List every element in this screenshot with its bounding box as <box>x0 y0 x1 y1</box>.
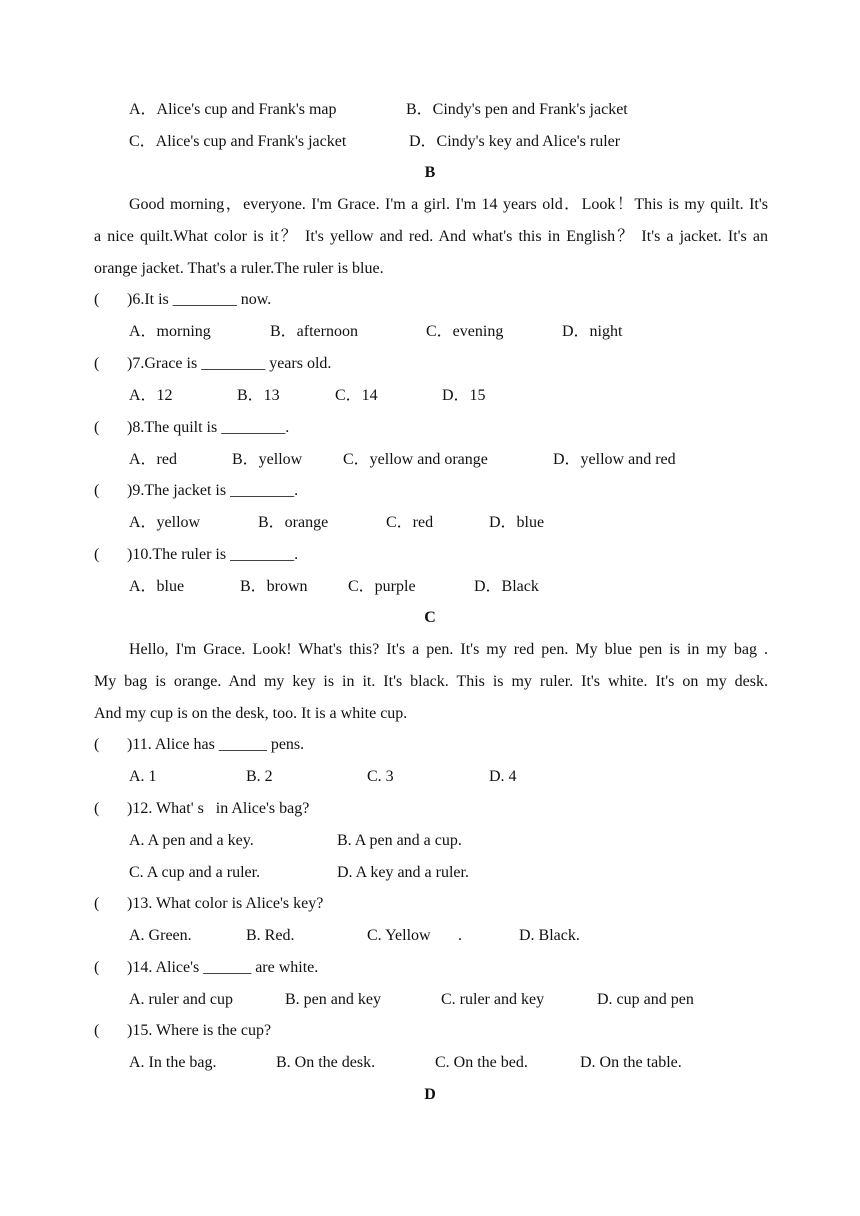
option-a: A. Green. <box>129 927 192 944</box>
option-c: C．purple <box>348 578 416 595</box>
option-c: C. A cup and a ruler. <box>129 864 261 881</box>
option-c: C．evening <box>426 323 504 340</box>
passage-line: Good morning，everyone. I'm Grace. I'm a girl. I'm 14 years old．Look！This is my quilt. It's <box>129 196 768 213</box>
question-paren: ( <box>94 482 100 499</box>
option-c: C. 3 <box>367 768 394 785</box>
option-b: B. 2 <box>246 768 273 785</box>
q5-option-a: A．Alice's cup and Frank's map <box>129 101 337 118</box>
option-b: B. On the desk. <box>276 1054 376 1071</box>
question-paren: ( <box>94 355 100 372</box>
passage-line: And my cup is on the desk, too. It is a white cup. <box>94 704 408 722</box>
option-a: A．12 <box>129 387 173 404</box>
option-a: A. In the bag. <box>129 1054 217 1071</box>
option-d: D．blue <box>489 514 545 531</box>
question-paren: ( <box>94 546 100 563</box>
question-paren: ( <box>94 291 100 308</box>
option-d: D. A key and a ruler. <box>337 864 469 881</box>
section-b-passage <box>94 189 768 284</box>
section-b-heading: B <box>424 164 436 181</box>
option-d: D. On the table. <box>580 1054 682 1071</box>
q5-option-d: D．Cindy's key and Alice's ruler <box>409 133 621 150</box>
question-paren: ( <box>94 895 100 912</box>
section-d-heading: D <box>424 1086 436 1103</box>
question-paren: ( <box>94 1022 100 1039</box>
option-d: D．15 <box>442 387 486 404</box>
option-c: C．yellow and orange <box>343 451 488 468</box>
question-stem: )6.It is ________ now. <box>127 291 272 308</box>
question-paren: ( <box>94 800 100 817</box>
option-c-period: . <box>458 927 462 944</box>
option-d: D. cup and pen <box>597 991 694 1008</box>
question-stem: )7.Grace is ________ years old. <box>127 355 332 372</box>
option-c: C. On the bed. <box>435 1054 528 1071</box>
option-b: B. A pen and a cup. <box>337 832 462 849</box>
question-stem: )15. Where is the cup? <box>127 1022 272 1039</box>
q5-option-b: B．Cindy's pen and Frank's jacket <box>406 101 628 118</box>
question-stem: )13. What color is Alice's key? <box>127 895 324 912</box>
question-stem: )14. Alice's ______ are white. <box>127 959 319 976</box>
option-a: A. A pen and a key. <box>129 832 254 849</box>
option-c: C．14 <box>335 387 378 404</box>
option-a: A．red <box>129 451 177 468</box>
section-c-passage <box>94 634 768 729</box>
option-c: C．red <box>386 514 434 531</box>
question-stem: )12. What' s in Alice's bag? <box>127 800 310 817</box>
option-d: D. 4 <box>489 768 517 785</box>
option-c: C. ruler and key <box>441 991 545 1008</box>
option-d: D．Black <box>474 578 539 595</box>
option-a: A．blue <box>129 578 185 595</box>
q5-option-c: C．Alice's cup and Frank's jacket <box>129 133 347 150</box>
option-a: A. 1 <box>129 768 157 785</box>
option-b: B. pen and key <box>285 991 381 1008</box>
option-a: A．yellow <box>129 514 201 531</box>
option-b: B．orange <box>258 514 329 531</box>
passage-line: a nice quilt.What color is it？ It's yellow and red. And what's this in English？ It's a jacket. It's an <box>94 227 768 245</box>
option-b: B．brown <box>240 578 308 595</box>
passage-line: orange jacket. That's a ruler.The ruler is blue. <box>94 259 384 277</box>
passage-line: My bag is orange. And my key is in it. It's black. This is my ruler. It's white. It's on my desk. <box>94 672 768 690</box>
passage-line: Hello, I'm Grace. Look! What's this? It's a pen. It's my red pen. My blue pen is in my bag . <box>129 641 768 658</box>
question-stem: )11. Alice has ______ pens. <box>127 736 305 753</box>
option-d: D．night <box>562 323 623 340</box>
option-b: B．yellow <box>232 451 303 468</box>
option-a: A. ruler and cup <box>129 991 233 1008</box>
section-c-heading: C <box>424 609 436 626</box>
option-c: C. Yellow <box>367 927 431 944</box>
option-b: B．afternoon <box>270 323 358 340</box>
option-d: D．yellow and red <box>553 451 676 468</box>
question-stem: )8.The quilt is ________. <box>127 419 290 436</box>
option-a: A．morning <box>129 323 211 340</box>
question-stem: )10.The ruler is ________. <box>127 546 299 563</box>
question-paren: ( <box>94 736 100 753</box>
option-b: B．13 <box>237 387 280 404</box>
option-b: B. Red. <box>246 927 295 944</box>
question-paren: ( <box>94 419 100 436</box>
option-d: D. Black. <box>519 927 580 944</box>
question-stem: )9.The jacket is ________. <box>127 482 299 499</box>
question-paren: ( <box>94 959 100 976</box>
